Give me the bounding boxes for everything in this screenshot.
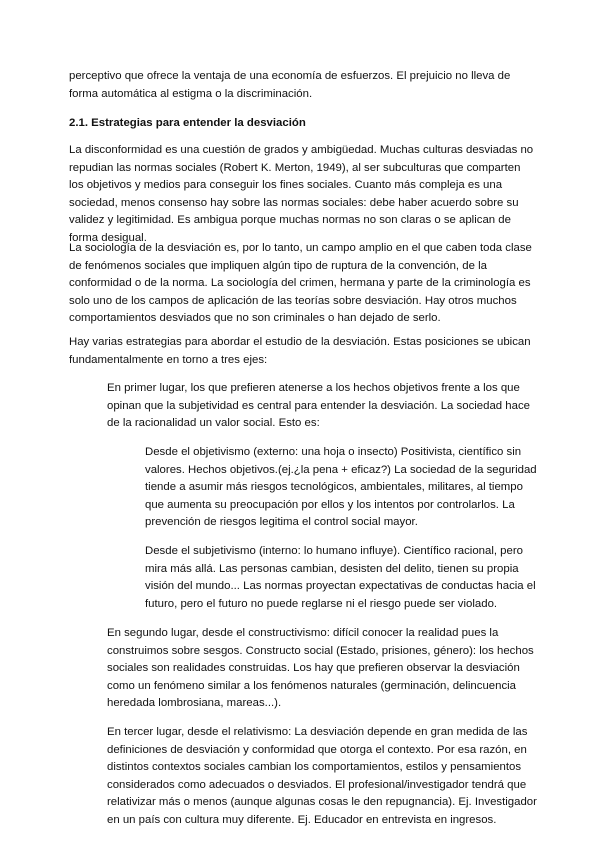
text-line: de fenómenos sociales que impliquen algún tipo de ruptura de la convención, de la xyxy=(69,259,487,272)
text-line: En segundo lugar, desde el constructivismo: difícil conocer la realidad pues la xyxy=(107,627,499,639)
paragraph xyxy=(145,543,536,613)
paragraph xyxy=(69,240,532,328)
paragraph xyxy=(69,334,531,369)
text-line: opinan que la subjetividad es central para entender la desviación. La sociedad hace xyxy=(107,399,531,412)
paragraph xyxy=(69,68,510,103)
text-line: forma desigual. xyxy=(69,231,147,244)
text-line: los objetivos y medios para conseguir los fines sociales. Cuanto más compleja es una xyxy=(69,179,503,192)
paragraph xyxy=(107,380,530,433)
text-line: Desde el objetivismo (externo: una hoja o insecto) Positivista, científico sin xyxy=(145,446,522,458)
text-line: forma automática al estigma o la discriminación. xyxy=(69,87,313,100)
text-line: considerados como adecuados o desviados. El profesional/investigador tendrá que xyxy=(107,778,527,791)
text-line: relativizar más o menos (aunque algunas cosas le den repugnancia). Ej. Investigador xyxy=(107,796,537,809)
text-line: perceptivo que ofrece la ventaja de una economía de esfuerzos. El prejuicio no lleva de xyxy=(69,70,511,82)
text-line: construimos sobre sesgos. Constructo social (Estado, prisiones, género): los hechos xyxy=(107,644,534,657)
text-line: Hay varias estrategias para abordar el estudio de la desviación. Estas posiciones se ubican xyxy=(69,336,531,348)
text-line: En primer lugar, los que prefieren atenerse a los hechos objetivos frente a los que xyxy=(107,382,520,394)
text-line: 2.1. Estrategias para entender la desviación xyxy=(69,117,306,129)
text-line: en un país con cultura muy diferente. Ej. Educador en entrevista en ingresos. xyxy=(107,813,497,826)
text-line: La disconformidad es una cuestión de grados y ambigüedad. Muchas culturas desviadas no xyxy=(69,144,534,156)
text-line: comportamientos desviados que no son criminales o han dejado de serlo. xyxy=(69,312,441,325)
text-line: de la racionalidad un valor social. Esto es: xyxy=(107,417,320,430)
paragraph xyxy=(107,625,534,713)
text-line: que aumenta su preocupación por ellos y los intentos por controlarlos. La xyxy=(145,498,515,511)
text-line: heredada lombrosiana, mareas...). xyxy=(107,697,282,710)
section-heading xyxy=(69,115,306,133)
text-line: valores. Hechos objetivos.(ej.¿la pena + eficaz?) La sociedad de la seguridad xyxy=(145,463,537,476)
text-line: solo uno de los campos de aplicación de las teorías sobre desviación. Hay otros muchos xyxy=(69,294,517,307)
text-line: tiende a asumir más riesgos tecnológicos, ambientales, militares, al tiempo xyxy=(145,481,523,494)
text-line: visión del mundo... Las normas proyectan expectativas de conductas hacia el xyxy=(145,580,536,593)
text-line: futuro, pero el futuro no puede reglarse ni el riesgo puede ser violado. xyxy=(145,597,498,610)
text-line: sociales son realidades construidas. Los hay que prefieren observar la desviación xyxy=(107,662,520,675)
text-line: mira más allá. Las personas cambian, desisten del delito, tienen su propia xyxy=(145,562,519,575)
text-line: distintos contextos sociales cambian los comportamientos, estilos y pensamientos xyxy=(107,761,522,774)
text-line: fundamentalmente en torno a tres ejes: xyxy=(69,353,268,366)
text-line: prevención de riesgos legitima el control social mayor. xyxy=(145,516,418,529)
text-line: como un fenómeno similar a los fenómenos naturales (germinación, delincuencia xyxy=(107,679,517,692)
text-line: La sociología de la desviación es, por lo tanto, un campo amplio en el que caben toda clase xyxy=(69,242,532,254)
text-line: conformidad o de la norma. La sociología del crimen, hermana y parte de la criminología es xyxy=(69,277,531,290)
paragraph xyxy=(69,142,533,248)
text-line: sociedad, menos consenso hay sobre las normas sociales: debe haber acuerdo sobre su xyxy=(69,196,519,209)
text-line: repudian las normas sociales (Robert K. Merton, 1949), al ser subculturas que comparten xyxy=(69,161,521,174)
text-line: Desde el subjetivismo (interno: lo humano influye). Científico racional, pero xyxy=(145,545,523,557)
paragraph xyxy=(145,444,537,532)
text-line: En tercer lugar, desde el relativismo: La desviación depende en gran medida de las xyxy=(107,726,528,738)
text-line: validez y legitimidad. Es ambigua porque muchas normas no son claras o se aplican de xyxy=(69,214,511,227)
paragraph xyxy=(107,724,537,830)
text-line: definiciones de desviación y conformidad que otorga el contexto. Por esa razón, en xyxy=(107,743,527,756)
